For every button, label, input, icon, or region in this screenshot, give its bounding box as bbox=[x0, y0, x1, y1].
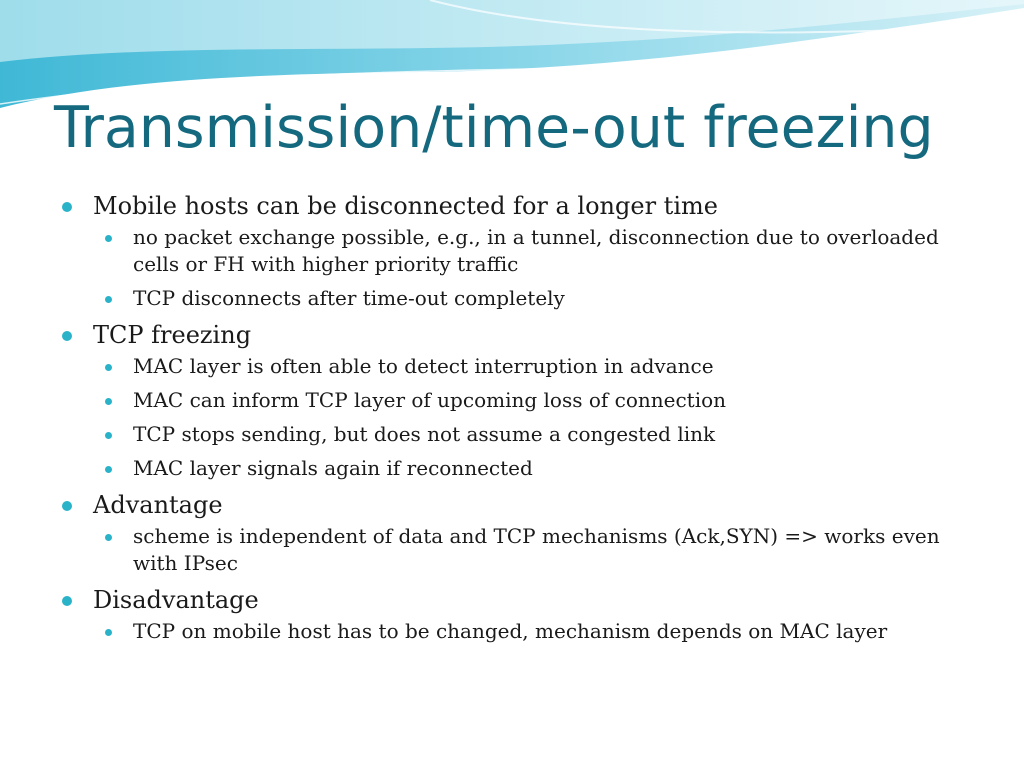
bullet-text: TCP freezing bbox=[93, 321, 252, 349]
bullet-text: Mobile hosts can be disconnected for a longer time bbox=[93, 192, 718, 220]
sub-bullet-text: scheme is independent of data and TCP mechanisms (Ack,SYN) => works even with IPsec bbox=[133, 524, 940, 575]
sub-bullet-item bbox=[103, 455, 962, 482]
bullet-dot-icon bbox=[105, 296, 112, 303]
bullet-dot-icon bbox=[105, 534, 112, 541]
sub-bullet-item bbox=[103, 421, 962, 448]
sub-bullet-text: MAC layer is often able to detect interruption in advance bbox=[133, 354, 714, 378]
slide-title: Transmission/time-out freezing bbox=[54, 95, 934, 161]
sub-bullet-text: TCP on mobile host has to be changed, mechanism depends on MAC layer bbox=[133, 619, 888, 643]
sub-bullet-item bbox=[103, 224, 962, 278]
sub-bullet-text: TCP disconnects after time-out completely bbox=[133, 286, 565, 310]
bullet-text: Disadvantage bbox=[93, 586, 259, 614]
bullet-dot-icon bbox=[105, 629, 112, 636]
bullet-dot-icon bbox=[62, 501, 72, 511]
sub-bullet-text: MAC can inform TCP layer of upcoming loss of connection bbox=[133, 388, 727, 412]
sub-bullet-item bbox=[103, 618, 962, 645]
sub-bullet-text: MAC layer signals again if reconnected bbox=[133, 456, 533, 480]
bullet-item bbox=[62, 489, 962, 521]
bullet-dot-icon bbox=[62, 202, 72, 212]
bullet-text: Advantage bbox=[93, 491, 223, 519]
bullet-dot-icon bbox=[105, 398, 112, 405]
sub-bullet-item bbox=[103, 353, 962, 380]
bullet-item bbox=[62, 190, 962, 222]
sub-bullet-text: no packet exchange possible, e.g., in a tunnel, disconnection due to overloaded cells or FH with higher priority traffic bbox=[133, 225, 939, 276]
bullet-dot-icon bbox=[105, 466, 112, 473]
bullet-dot-icon bbox=[62, 331, 72, 341]
sub-bullet-item bbox=[103, 387, 962, 414]
sub-bullet-text: TCP stops sending, but does not assume a congested link bbox=[133, 422, 716, 446]
bullet-dot-icon bbox=[105, 364, 112, 371]
sub-bullet-item bbox=[103, 523, 962, 577]
bullet-item bbox=[62, 319, 962, 351]
sub-bullet-item bbox=[103, 285, 962, 312]
bullet-dot-icon bbox=[105, 235, 112, 242]
bullet-item bbox=[62, 584, 962, 616]
bullet-list bbox=[62, 190, 962, 652]
bullet-dot-icon bbox=[62, 596, 72, 606]
bullet-dot-icon bbox=[105, 432, 112, 439]
